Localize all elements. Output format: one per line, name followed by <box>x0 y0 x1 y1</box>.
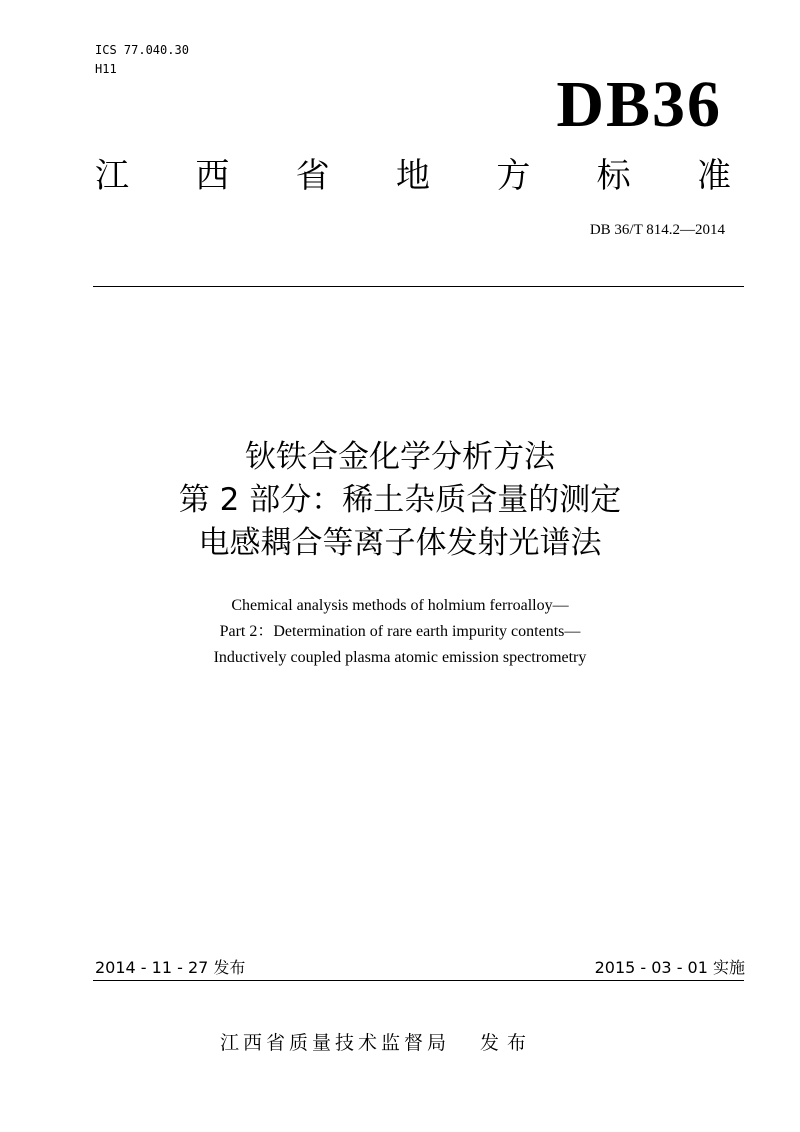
english-title <box>0 593 800 671</box>
standard-type <box>95 156 731 196</box>
chinese-title-line: 第 2 部分：稀土杂质含量的测定 <box>178 482 622 518</box>
standard-type-char: 西 <box>195 156 230 196</box>
issue-date: 2014 - 11 - 27 发布 <box>95 958 246 977</box>
standard-type-char: 准 <box>696 156 731 196</box>
standard-type-char: 地 <box>395 156 430 196</box>
chinese-title-line: 电感耦合等离子体发射光谱法 <box>198 525 602 561</box>
footer-divider <box>93 980 744 981</box>
chinese-title-line: 钬铁合金化学分析方法 <box>245 439 555 475</box>
ccs-code: H11 <box>95 62 117 76</box>
english-title-line: Part 2：Determination of rare earth impurity contents— <box>219 623 581 640</box>
ics-code: ICS 77.040.30 <box>95 43 189 57</box>
publisher <box>220 1031 534 1055</box>
publisher-name: 江西省质量技术监督局 <box>220 1032 451 1054</box>
publish-label: 发布 <box>480 1032 535 1054</box>
standard-type-char: 省 <box>295 156 330 196</box>
standard-logo: DB36 <box>556 68 722 141</box>
standard-type-char: 江 <box>95 156 129 196</box>
date-row <box>95 957 745 979</box>
standard-number: DB 36/T 814.2—2014 <box>589 222 725 238</box>
header-divider <box>93 286 744 287</box>
chinese-title <box>0 436 800 565</box>
english-title-line: Chemical analysis methods of holmium ferroalloy— <box>231 597 569 614</box>
standard-type-char: 方 <box>496 156 531 196</box>
standard-type-char: 标 <box>596 156 631 196</box>
implementation-date: 2015 - 03 - 01 实施 <box>594 958 745 977</box>
english-title-line: Inductively coupled plasma atomic emission spectrometry <box>213 649 587 666</box>
